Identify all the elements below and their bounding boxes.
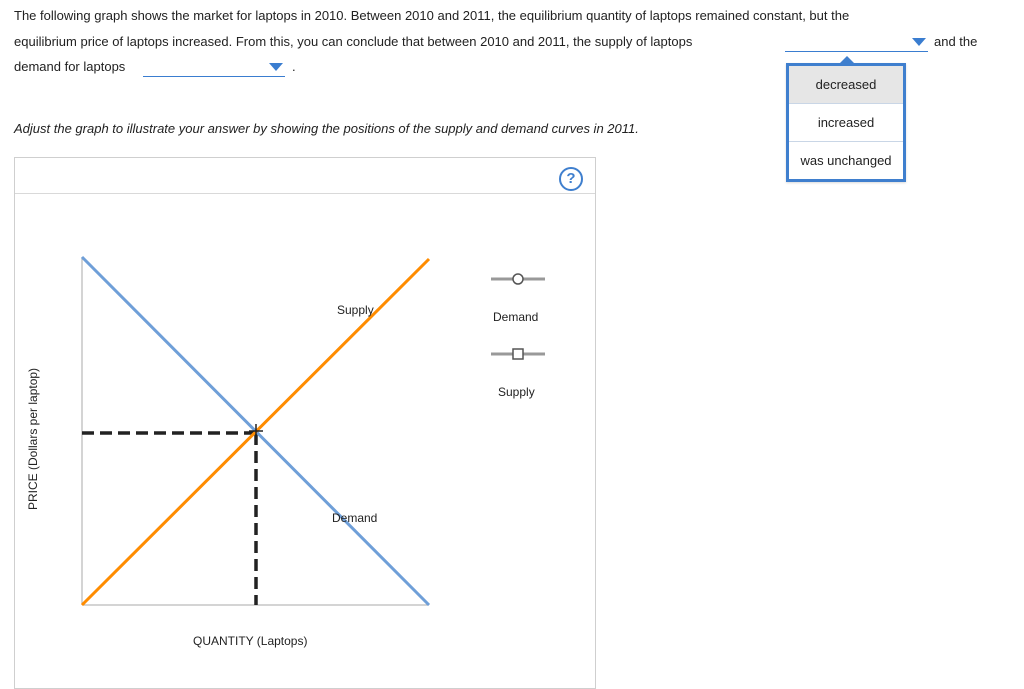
graph-canvas[interactable] [15, 158, 595, 688]
question-line-3-tail: . [292, 59, 296, 74]
question-line-2-tail: and the [934, 34, 978, 49]
demand-curve-label: Demand [332, 511, 378, 525]
dropdown-option-decreased[interactable]: decreased [789, 66, 903, 104]
dropdown-option-unchanged[interactable]: was unchanged [800, 153, 892, 168]
question-line-3: demand for laptops [14, 59, 126, 74]
demand-change-dropdown[interactable] [143, 58, 285, 77]
legend-supply-label: Supply [498, 385, 535, 399]
supply-tool-handle[interactable] [513, 349, 523, 359]
chevron-down-icon [912, 38, 926, 46]
help-icon[interactable]: ? [559, 167, 583, 191]
question-line-1: The following graph shows the market for laptops in 2010. Between 2010 and 2011, the equilibrium quantity of laptops remained constant, but the [14, 8, 850, 23]
demand-tool-handle[interactable] [513, 274, 523, 284]
y-axis-label: PRICE (Dollars per laptop) [26, 367, 40, 510]
chevron-down-icon [269, 63, 283, 71]
supply-dropdown-menu [786, 63, 906, 182]
x-axis-label: QUANTITY (Laptops) [193, 634, 308, 648]
graph-instruction: Adjust the graph to illustrate your answer by showing the positions of the supply and demand curves in 2011. [14, 121, 639, 136]
supply-change-dropdown[interactable] [785, 33, 928, 52]
question-line-2: equilibrium price of laptops increased. From this, you can conclude that between 2010 and 2011, the supply of laptops [14, 34, 693, 49]
graph-panel [14, 157, 596, 689]
supply-curve-label: Supply [337, 303, 374, 317]
dropdown-option-increased[interactable]: increased [789, 104, 903, 142]
legend-demand-label: Demand [493, 310, 539, 324]
